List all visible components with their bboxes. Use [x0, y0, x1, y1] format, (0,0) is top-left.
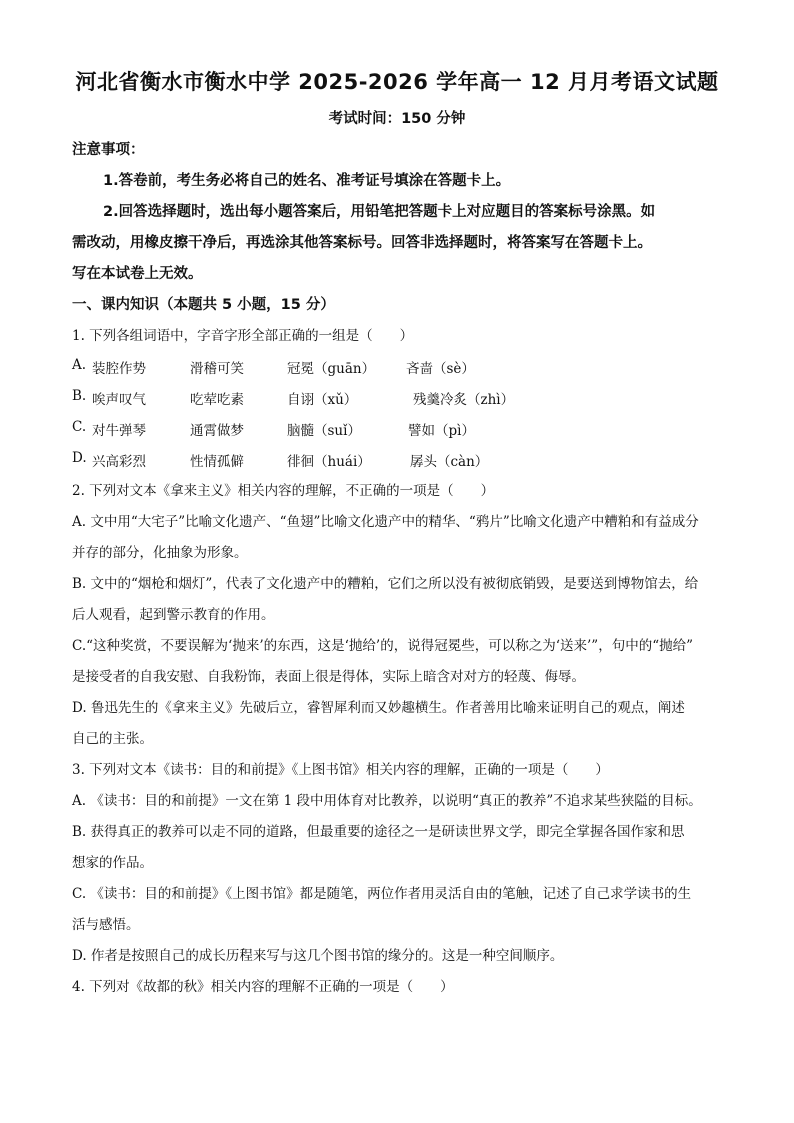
question-3-option-c-cont: 活与感悟。 [72, 917, 140, 933]
option-word: 滑稽可笑 [190, 361, 244, 377]
question-3-stem: 3. 下列对文本《读书：目的和前提》《上图书馆》相关内容的理解，正确的一项是（ ） [72, 762, 609, 778]
option-word: 孱头（càn） [410, 454, 489, 470]
option-word: 吝啬（sè） [406, 361, 475, 377]
question-2-option-c-cont: 是接受者的自我安慰、自我粉饰，表面上很是得体，实际上暗含对对方的轻蔑、侮辱。 [72, 669, 585, 685]
exam-time: 考试时间：150 分钟 [328, 111, 466, 127]
option-word: 性情孤僻 [190, 454, 244, 470]
option-label: C. [72, 419, 87, 435]
question-2-stem: 2. 下列对文本《拿来主义》相关内容的理解，不正确的一项是（ ） [72, 483, 495, 499]
notice-item-1: 1.答卷前，考生务必将自己的姓名、准考证号填涂在答题卡上。 [103, 173, 511, 189]
option-word: 徘徊（huái） [287, 454, 371, 470]
question-2-option-d-cont: 自己的主张。 [72, 731, 153, 747]
question-2-option-b: B. 文中的“烟枪和烟灯”，代表了文化遗产中的糟粕，它们之所以没有被彻底销毁，是要送到博物馆去，给 [72, 576, 699, 592]
question-3-option-d: D. 作者是按照自己的成长历程来写与这几个图书馆的缘分的。这是一种空间顺序。 [72, 948, 564, 964]
question-4-stem: 4. 下列对《故都的秋》相关内容的理解不正确的一项是（ ） [72, 979, 454, 995]
option-label: A. [72, 357, 87, 373]
page-title: 河北省衡水市衡水中学 2025-2026 学年高一 12 月月考语文试题 [75, 70, 719, 94]
option-label: D. [72, 450, 87, 466]
option-word: 冠冕（guān） [287, 361, 376, 377]
option-word: 唉声叹气 [92, 392, 146, 408]
question-2-option-b-cont: 后人观看，起到警示教育的作用。 [72, 607, 275, 623]
option-word: 脑髓（suǐ） [287, 423, 361, 439]
question-3-option-b: B. 获得真正的教养可以走不同的道路，但最重要的途径之一是研读世界文学，即完全掌握各国作家和思 [72, 824, 685, 840]
option-word: 残羹冷炙（zhì） [413, 392, 515, 408]
option-word: 通霄做梦 [190, 423, 244, 439]
question-1-stem: 1. 下列各组词语中，字音字形全部正确的一组是（ ） [72, 328, 414, 344]
section-heading: 一、课内知识（本题共 5 小题，15 分） [72, 297, 335, 313]
question-2-option-a: A. 文中用“大宅子”比喻文化遗产、“鱼翅”比喻文化遗产中的精华、“鸦片”比喻文化遗产中糟粕和有益成分 [72, 514, 699, 530]
option-word: 装腔作势 [92, 361, 146, 377]
question-3-option-c: C. 《读书：目的和前提》《上图书馆》都是随笔，两位作者用灵活自由的笔触，记述了自己求学读书的生 [72, 886, 692, 902]
notice-item-2-line-3: 写在本试卷上无效。 [72, 266, 203, 282]
option-label: B. [72, 388, 87, 404]
question-3-option-a: A. 《读书：目的和前提》一文在第 1 段中用体育对比教养，以说明“真正的教养”不追求某些狭隘的目标。 [72, 793, 702, 809]
notice-item-2-line-2: 需改动，用橡皮擦干净后，再选涂其他答案标号。回答非选择题时，将答案写在答题卡上。 [72, 235, 652, 251]
option-word: 吃荤吃素 [190, 392, 244, 408]
option-word: 譬如（pì） [408, 423, 475, 439]
notice-heading: 注意事项： [72, 142, 145, 158]
question-3-option-b-cont: 想家的作品。 [72, 855, 153, 871]
notice-item-2-line-1: 2.回答选择题时，选出每小题答案后，用铅笔把答题卡上对应题目的答案标号涂黑。如 [103, 204, 656, 220]
question-2-option-a-cont: 并存的部分，化抽象为形象。 [72, 545, 248, 561]
question-2-option-d: D. 鲁迅先生的《拿来主义》先破后立，睿智犀利而又妙趣横生。作者善用比喻来证明自己的观点，阐述 [72, 700, 685, 716]
option-word: 兴高彩烈 [92, 454, 146, 470]
option-word: 对牛弹琴 [92, 423, 146, 439]
question-2-option-c: C.“这种奖赏，不要误解为‘抛来’的东西，这是‘抛给’的，说得冠冕些，可以称之为‘送来’”，句中的“抛给” [72, 638, 693, 654]
option-word: 自诩（xǔ） [287, 392, 358, 408]
